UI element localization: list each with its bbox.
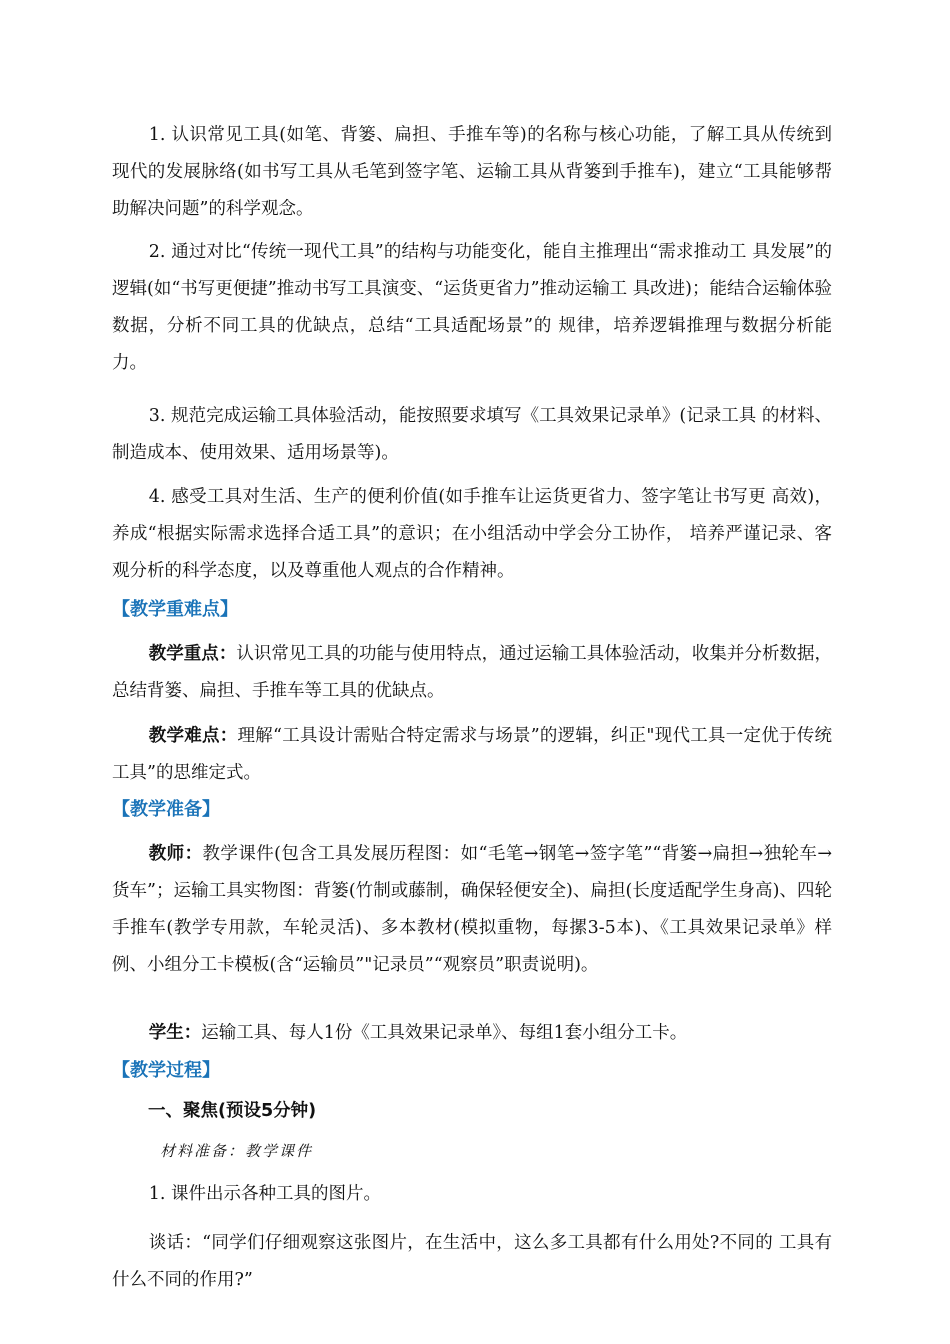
student-text: 运输工具、每人1份《工具效果记录单》、每组1套小组分工卡。 <box>201 1023 688 1043</box>
teacher-text: 教学课件(包含工具发展历程图：如“毛笔→钢笔→签字笔”“背篓→扁担→独轮车→货车”；运输工具实物图：背篓(竹制或藤制，确保轻便安全)、扁担(长度适配学生身高)、四轮手推车(教学专用款，车轮灵活)、多本教材(模拟重物，每摞3-5本)、《工具效果记录单》样例、小组分工卡模板(含“运输员”"记录员”“观察员”职责说明)。 <box>112 844 833 975</box>
teaching-difficulty-label: 教学难点： <box>148 726 238 746</box>
student-preparation <box>112 1015 832 1052</box>
teaching-focus-text: 认识常见工具的功能与使用特点，通过运输工具体验活动，收集并分析数据，总结背篓、扁担、手推车等工具的优缺点。 <box>112 644 833 701</box>
teaching-difficulty <box>112 718 832 792</box>
teaching-focus <box>112 636 832 710</box>
step-1: 1. 课件出示各种工具的图片。 <box>148 1184 382 1204</box>
objective-2: 2. 通过对比“传统一现代工具”的结构与功能变化，能自主推理出“需求推动工 具发展”的逻辑(如“书写更便捷”推动书写工具演变、“运货更省力”推动运输工 具改进)；能结合运输体验数据，分析不同工具的优缺点，总结“工具适配场景”的 规律，培养逻辑推理与数据分析能力。 <box>112 242 833 373</box>
preparation-heading: 【教学准备】 <box>112 799 220 820</box>
objective-4: 4. 感受工具对生活、生产的便利价值(如手推车让运货更省力、签字笔让书写更 高效)，养成“根据实际需求选择合适工具”的意识；在小组活动中学会分工协作， 培养严谨记录、客观分析的科学态度，以及尊重他人观点的合作精神。 <box>112 487 832 581</box>
key-points-heading: 【教学重难点】 <box>112 599 238 620</box>
materials-line: 材料准备：教学课件 <box>160 1142 314 1160</box>
teaching-difficulty-text: 理解“工具设计需贴合特定需求与场景”的逻辑，纠正"现代工具一定优于传统工具”的思维定式。 <box>112 726 832 783</box>
section-1-title: 一、聚焦(预设5分钟) <box>148 1101 317 1121</box>
process-heading: 【教学过程】 <box>112 1060 220 1081</box>
teaching-focus-label: 教学重点： <box>148 644 237 664</box>
student-label: 学生： <box>148 1023 202 1043</box>
objective-3: 3. 规范完成运输工具体验活动，能按照要求填写《工具效果记录单》(记录工具 的材料、制造成本、使用效果、适用场景等)。 <box>112 406 832 463</box>
objective-1: 1. 认识常见工具(如笔、背篓、扁担、手推车等)的名称与核心功能，了解工具从传统到现代的发展脉络(如书写工具从毛笔到签字笔、运输工具从背篓到手推车)，建立“工具能够帮助解决问题”的科学观念。 <box>112 125 832 219</box>
teacher-label: 教师： <box>148 844 203 864</box>
talk-paragraph: 谈话：“同学们仔细观察这张图片，在生活中，这么多工具都有什么用处?不同的 工具有什么不同的作用?” <box>112 1233 832 1290</box>
teacher-preparation <box>112 836 832 984</box>
